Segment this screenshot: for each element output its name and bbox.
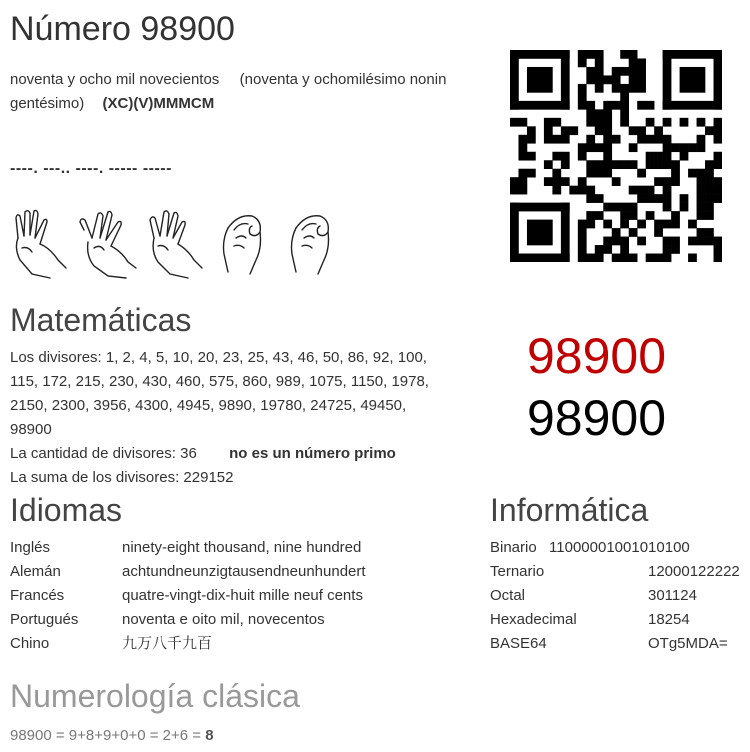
languages-table — [10, 536, 480, 660]
language-name: Portugués — [10, 611, 79, 628]
divisors-list — [10, 346, 490, 490]
base-value: 301124 — [648, 587, 697, 604]
language-name: Chino — [10, 635, 50, 652]
divisor-sum: La suma de los divisores: 229152 — [10, 469, 234, 486]
language-value: 九万八千九百 — [122, 635, 213, 652]
language-name: Inglés — [10, 539, 51, 556]
base-value: 18254 — [648, 611, 690, 628]
ordinal-line2: gentésimo) — [10, 95, 85, 112]
number-words — [10, 68, 490, 116]
language-value: quatre-vingt-dix-huit mille neuf cents — [122, 587, 363, 604]
base-label: Hexadecimal — [490, 611, 577, 628]
binary-value: 11000001001010100 — [549, 539, 690, 556]
base-value: 12000122222 — [648, 563, 740, 580]
numerology-formula-line — [10, 724, 214, 748]
language-name: Alemán — [10, 563, 61, 580]
hand-zero-icon — [214, 208, 274, 280]
base-label: Octal — [490, 587, 526, 604]
hand-zero-icon — [282, 208, 342, 280]
ordinal-line1: (noventa y ochomilésimo nonin — [239, 71, 447, 88]
numerology-formula: 98900 = 9+8+9+0+0 = 2+6 = — [10, 727, 202, 744]
hand-nine-icon — [146, 208, 206, 280]
numerology-heading: Numerología clásica — [10, 678, 300, 714]
languages-heading: Idiomas — [10, 492, 123, 528]
number-display-red: 98900 — [527, 328, 667, 384]
prime-status: no es un número primo — [229, 445, 396, 462]
roman-numeral: (XC)(V)MMMCM — [102, 95, 215, 112]
base-label: BASE64 — [490, 635, 547, 652]
binary-label: Binario — [490, 539, 537, 556]
hand-nine-icon — [10, 208, 70, 280]
number-display-black: 98900 — [527, 390, 667, 446]
language-value: ninety-eight thousand, nine hundred — [122, 539, 362, 556]
divisor-count: La cantidad de divisores: 36 — [10, 445, 197, 462]
spanish-words: noventa y ocho mil novecientos — [10, 71, 220, 88]
divisors-line: 115, 172, 215, 230, 430, 460, 575, 860, 989, 1075, 1150, 1978, — [10, 373, 429, 390]
language-value: achtundneunzigtausendneunhundert — [122, 563, 366, 580]
qr-code — [510, 50, 722, 267]
divisors-line: Los divisores: 1, 2, 4, 5, 10, 20, 23, 25, 43, 46, 50, 86, 92, 100, — [10, 349, 427, 366]
divisors-line: 98900 — [10, 421, 52, 438]
informatics-table — [490, 536, 748, 660]
morse-code: ----. ---.. ----. ----- ----- — [10, 160, 172, 177]
base-value: OTg5MDA= — [648, 635, 728, 652]
language-name: Francés — [10, 587, 65, 604]
base-label: Ternario — [490, 563, 545, 580]
page-title: Número 98900 — [10, 10, 235, 48]
divisors-line: 2150, 2300, 3956, 4300, 4945, 9890, 19780, 24725, 49450, — [10, 397, 407, 414]
hand-signs — [10, 208, 342, 280]
informatics-heading: Informática — [490, 492, 649, 528]
hand-eight-icon — [78, 208, 138, 280]
math-heading: Matemáticas — [10, 302, 192, 338]
numerology-result: 8 — [205, 727, 214, 744]
language-value: noventa e oito mil, novecentos — [122, 611, 325, 628]
